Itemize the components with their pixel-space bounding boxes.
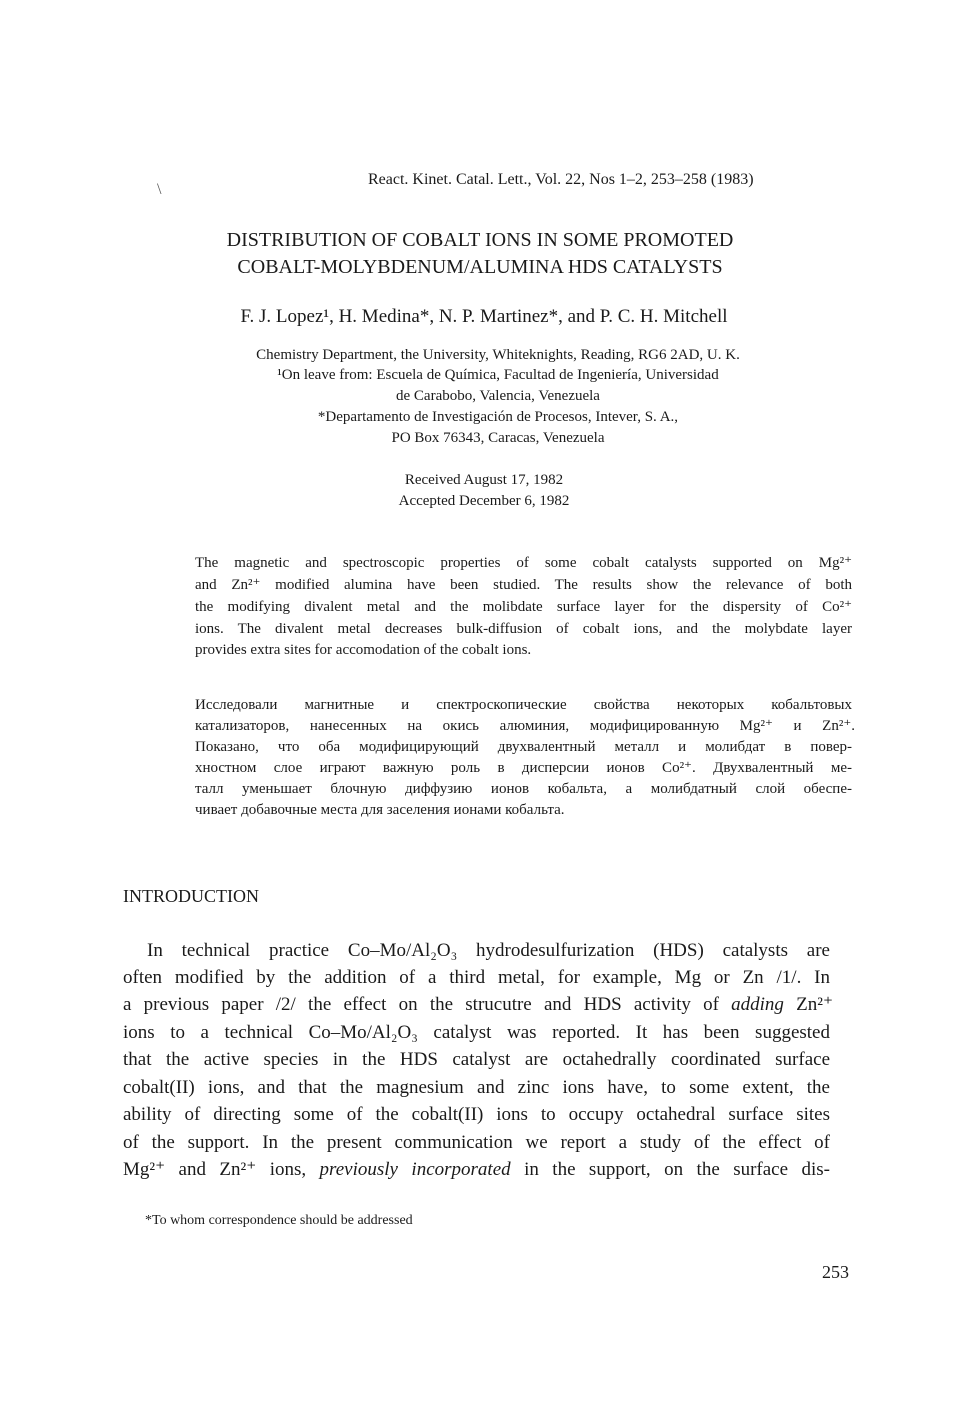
footnote: *To whom correspondence should be addressed [145, 1213, 413, 1228]
emphasis: previously incorporated [319, 1159, 511, 1180]
text: in the support, on the surface dis- [510, 1159, 830, 1180]
body-line [123, 995, 833, 1014]
abstract-line: ions. The divalent metal decreases bulk-diffusion of cobalt ions, and the molybdate layer [195, 621, 852, 637]
body-line: cobalt(II) ions, and that the magnesium and zinc ions have, to some extent, the [123, 1077, 830, 1098]
section-heading: INTRODUCTION [123, 886, 259, 906]
abstract-line: катализаторов, нанесенных на окись алюминия, модифицированную Mg²⁺ и Zn²⁺. [195, 718, 855, 734]
authors: F. J. Lopez¹, H. Medina*, N. P. Martinez*, and P. C. H. Mitchell [240, 306, 728, 327]
body-line: ability of directing some of the cobalt(II) ions to occupy octahedral surface sites [123, 1104, 830, 1125]
abstract-line: and Zn²⁺ modified alumina have been studied. The results show the relevance of both [195, 577, 852, 593]
abstract-line: талл уменьшает блочную диффузию ионов кобальта, а молибдатный слой обеспе- [195, 781, 852, 797]
text: Mg²⁺ and Zn²⁺ ions, [123, 1159, 320, 1180]
affiliation-line: Chemistry Department, the University, Whiteknights, Reading, RG6 2AD, U. K. [256, 347, 740, 363]
body-line: In technical practice Co–Mo/Al₂O₃ hydrodesulfurization (HDS) catalysts are [147, 940, 830, 961]
abstract-line: provides extra sites for accomodation of the cobalt ions. [195, 642, 532, 658]
text: a previous paper /2/ the effect on the strucutre and HDS activity of [123, 994, 732, 1015]
affiliation-line: *Departamento de Investigación de Procesos, Intever, S. A., [317, 409, 679, 425]
title-line-2: COBALT-MOLYBDENUM/ALUMINA HDS CATALYSTS [237, 256, 723, 278]
received-date: Received August 17, 1982 [404, 472, 564, 488]
abstract-line: хностном слое играют важную роль в дисперсии ионов Co²⁺. Двухвалентный ме- [195, 760, 852, 776]
body-line: often modified by the addition of a third metal, for example, Mg or Zn /1/. In [123, 967, 830, 988]
abstract-line: чивает добавочные места для заселения ионами кобальта. [195, 802, 565, 818]
title-line-1: DISTRIBUTION OF COBALT IONS IN SOME PROMOTED [226, 229, 734, 251]
text: Zn²⁺ [783, 994, 833, 1015]
abstract-line: the modifying divalent metal and the molibdate surface layer for the dispersity of Co²⁺ [195, 599, 852, 615]
affiliation-line: PO Box 76343, Caracas, Venezuela [391, 430, 605, 446]
body-line [123, 1160, 830, 1179]
body-line: of the support. In the present communication we report a study of the effect of [123, 1132, 830, 1153]
abstract-line: Показано, что оба модифицирующий двухвалентный металл и молибдат в повер- [195, 739, 852, 755]
body-line: ions to a technical Co–Mo/Al₂O₃ catalyst was reported. It has been suggested [123, 1022, 830, 1043]
abstract-line: The magnetic and spectroscopic properties of some cobalt catalysts supported on Mg²⁺ [195, 555, 852, 571]
journal-citation: React. Kinet. Catal. Lett., Vol. 22, Nos 1–2, 253–258 (1983) [368, 171, 754, 188]
accepted-date: Accepted December 6, 1982 [398, 493, 570, 509]
page-number: 253 [822, 1262, 849, 1282]
affiliation-line: de Carabobo, Valencia, Venezuela [396, 388, 600, 404]
affiliation-line: ¹On leave from: Escuela de Química, Facultad de Ingeniería, Universidad [277, 367, 719, 383]
emphasis: adding [731, 994, 784, 1015]
body-line: that the active species in the HDS catalyst are octahedrally coordinated surface [123, 1049, 830, 1070]
scan-mark: \ [157, 181, 162, 198]
abstract-line: Исследовали магнитные и спектроскопические свойства некоторых кобальтовых [195, 697, 852, 713]
